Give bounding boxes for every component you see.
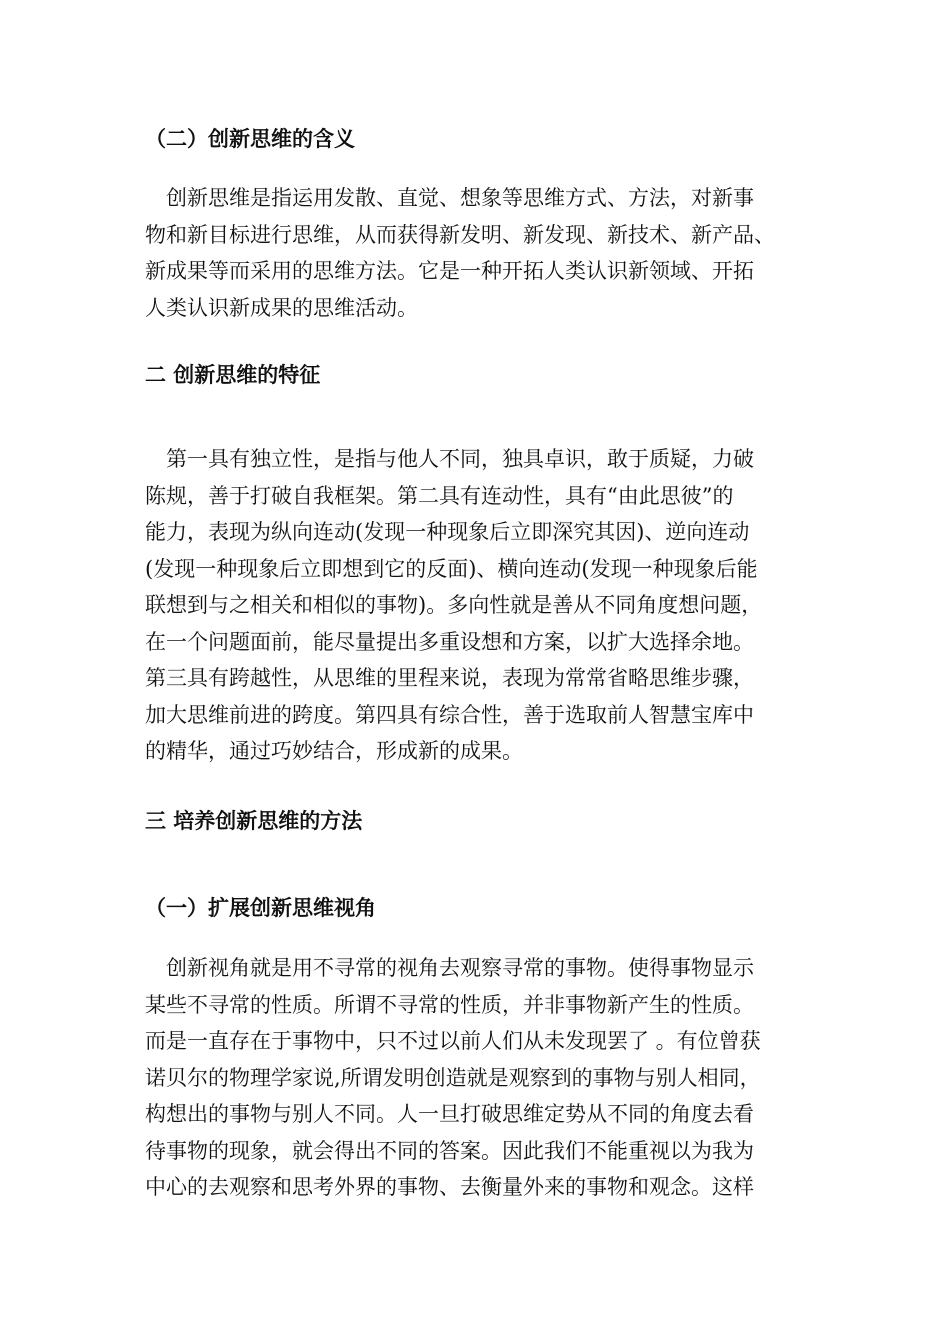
paragraph-meaning — [145, 180, 810, 326]
text-line: 联想到与之相关和相似的事物)。多向性就是善从不同角度想问题， — [145, 593, 763, 617]
text-line: 创新视角就是用不寻常的视角去观察寻常的事物。使得事物显示 — [145, 956, 754, 980]
text-line: 能力，表现为纵向连动(发现一种现象后立即深究其因)、逆向连动 — [145, 520, 750, 544]
text-line: 待事物的现象，就会得出不同的答案。因此我们不能重视以为我为 — [145, 1138, 754, 1163]
text-line: 构想出的事物与别人不同。人一旦打破思维定势从不同的角度去看 — [145, 1102, 754, 1126]
text-line: 的精华，通过巧妙结合，形成新的成果。 — [145, 739, 523, 763]
text-line: 物和新目标进行思维，从而获得新发明、新发现、新技术、新产品、 — [145, 222, 775, 247]
text-line: 创新思维是指运用发散、直觉、想象等思维方式、方法，对新事 — [145, 186, 754, 210]
text-line: 在一个问题面前，能尽量提出多重设想和方案，以扩大选择余地。 — [145, 629, 754, 654]
text-line: 某些不寻常的性质。所谓不寻常的性质，并非事物新产生的性质。 — [145, 992, 754, 1017]
text-line: 陈规，善于打破自我框架。第二具有连动性，具有“由此思彼”的 — [145, 483, 734, 508]
section-heading-features: 二 创新思维的特征 — [145, 363, 321, 387]
text-line: 中心的去观察和思考外界的事物、去衡量外来的事物和观念。这样 — [145, 1175, 754, 1199]
paragraph-features — [145, 441, 810, 770]
text-line: 诺贝尔的物理学家说,所谓发明创造就是观察到的事物与别人相同， — [145, 1065, 761, 1090]
text-line: (发现一种现象后立即想到它的反面)、横向连动(发现一种现象后能 — [145, 556, 758, 581]
subsection-heading-perspective: （一）扩展创新思维视角 — [145, 896, 376, 920]
text-line: 加大思维前进的跨度。第四具有综合性，善于选取前人智慧宝库中 — [145, 702, 754, 727]
section-heading-methods: 三 培养创新思维的方法 — [145, 809, 363, 833]
subsection-heading-meaning: （二）创新思维的含义 — [145, 127, 355, 151]
paragraph-perspective — [145, 950, 810, 1206]
text-line: 第三具有跨越性，从思维的里程来说，表现为常常省略思维步骤， — [145, 666, 754, 690]
text-line: 新成果等而采用的思维方法。它是一种开拓人类认识新领域、开拓 — [145, 259, 754, 283]
text-line: 人类认识新成果的思维活动。 — [145, 295, 418, 320]
text-line: 而是一直存在于事物中，只不过以前人们从未发现罢了 。有位曾获 — [145, 1029, 761, 1053]
text-line: 第一具有独立性，是指与他人不同，独具卓识，敢于质疑，力破 — [145, 447, 754, 471]
